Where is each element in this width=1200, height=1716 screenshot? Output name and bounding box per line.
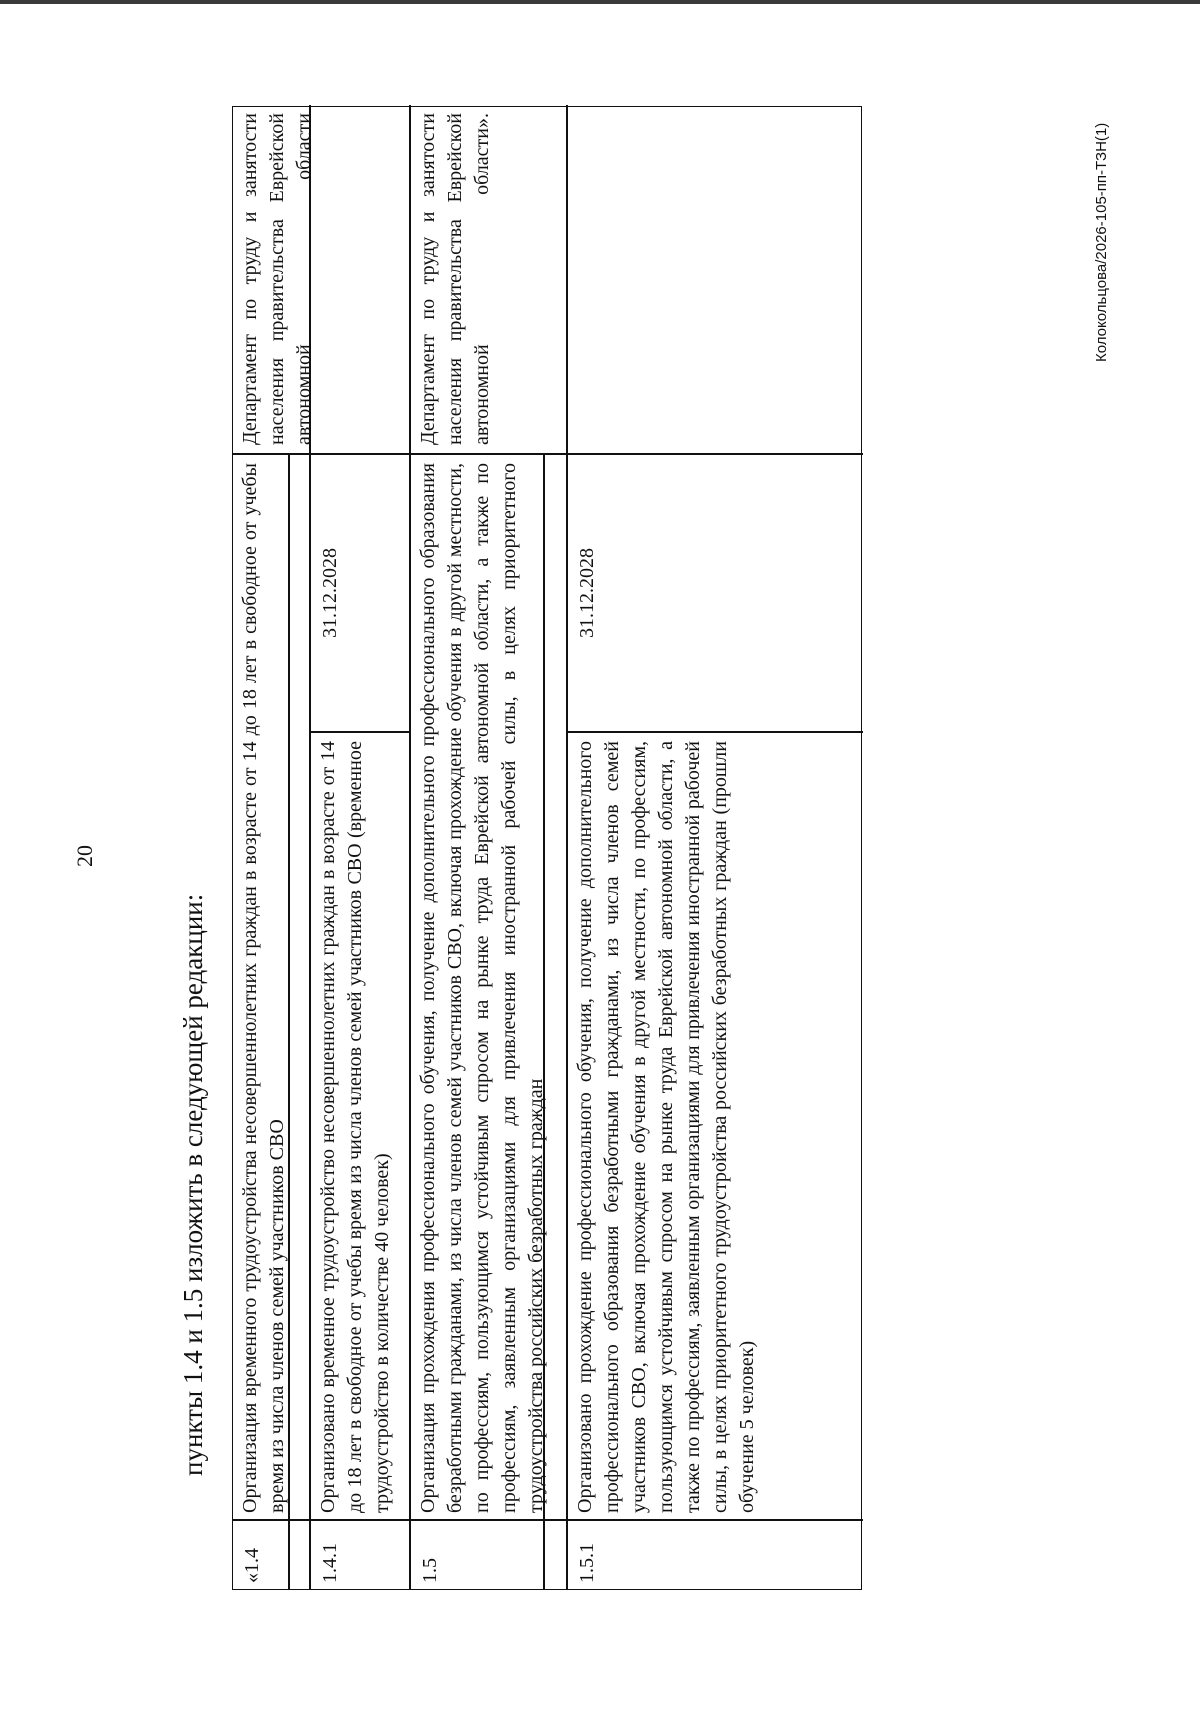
column-divider <box>566 732 863 734</box>
page-heading: пункты 1.4 и 1.5 изложить в следующей редакции: <box>178 893 208 1476</box>
row-number: 1.5 <box>419 1558 441 1583</box>
row-divider <box>409 105 411 1589</box>
document-code: Колокольцова/2026-105-пп-ТЗН(1) <box>1093 122 1110 362</box>
row-number: «1.4 <box>241 1548 263 1583</box>
row-text: Организовано временное трудоустройство несовершеннолетних граждан в возрасте от 14 до 18 лет в свободное от учебы время из числа членов семей участников СВО (временное трудоустройство в количестве 40 человек) <box>317 741 393 1513</box>
page-number: 20 <box>72 845 97 867</box>
row-number: 1.5.1 <box>576 1543 598 1583</box>
column-divider <box>233 1520 863 1522</box>
row-text: Организация прохождения профессионального обучения, получение дополнительного профессионального образования безработными гражданами, из числа членов семей участников СВО, включая прохождение обучения в другой местности, по профессиям, пользующимся устойчивым спросом на рынке труда Еврейской автономной области, а также по профессиям, заявленным организациями для привлечения иностранной рабочей силы, в целях приоритетного трудоустройства российских безработных граждан <box>417 463 547 1513</box>
responsible-department: Департамент по труду и занятости населения правительства Еврейской автономной области <box>239 113 315 445</box>
due-date: 31.12.2028 <box>319 548 341 638</box>
measures-table <box>232 106 862 1590</box>
row-number: 1.4.1 <box>319 1543 341 1583</box>
due-date: 31.12.2028 <box>576 548 598 638</box>
responsible-department: Департамент по труду и занятости населения правительства Еврейской автономной области». <box>417 113 493 445</box>
row-divider <box>566 105 568 1589</box>
column-divider <box>233 454 863 456</box>
row-text: Организация временного трудоустройства несовершеннолетних граждан в возрасте от 14 до 18 лет в свободное от учебы время из числа членов семей участников СВО <box>239 463 288 1513</box>
column-divider <box>309 732 409 734</box>
row-text: Организовано прохождение профессионального обучения, получение дополнительного профессионального образования безработными гражданами, из числа членов семей участников СВО, включая прохождение обучения в другой местности, по профессиям, пользующимся устойчивым спросом на рынке труда Еврейской автономной области, а также по профессиям, заявленным организациями для привлечения иностранной рабочей силы, в целях приоритетного трудоустройства российских безработных граждан (прошли обучение 5 человек) <box>574 741 758 1513</box>
